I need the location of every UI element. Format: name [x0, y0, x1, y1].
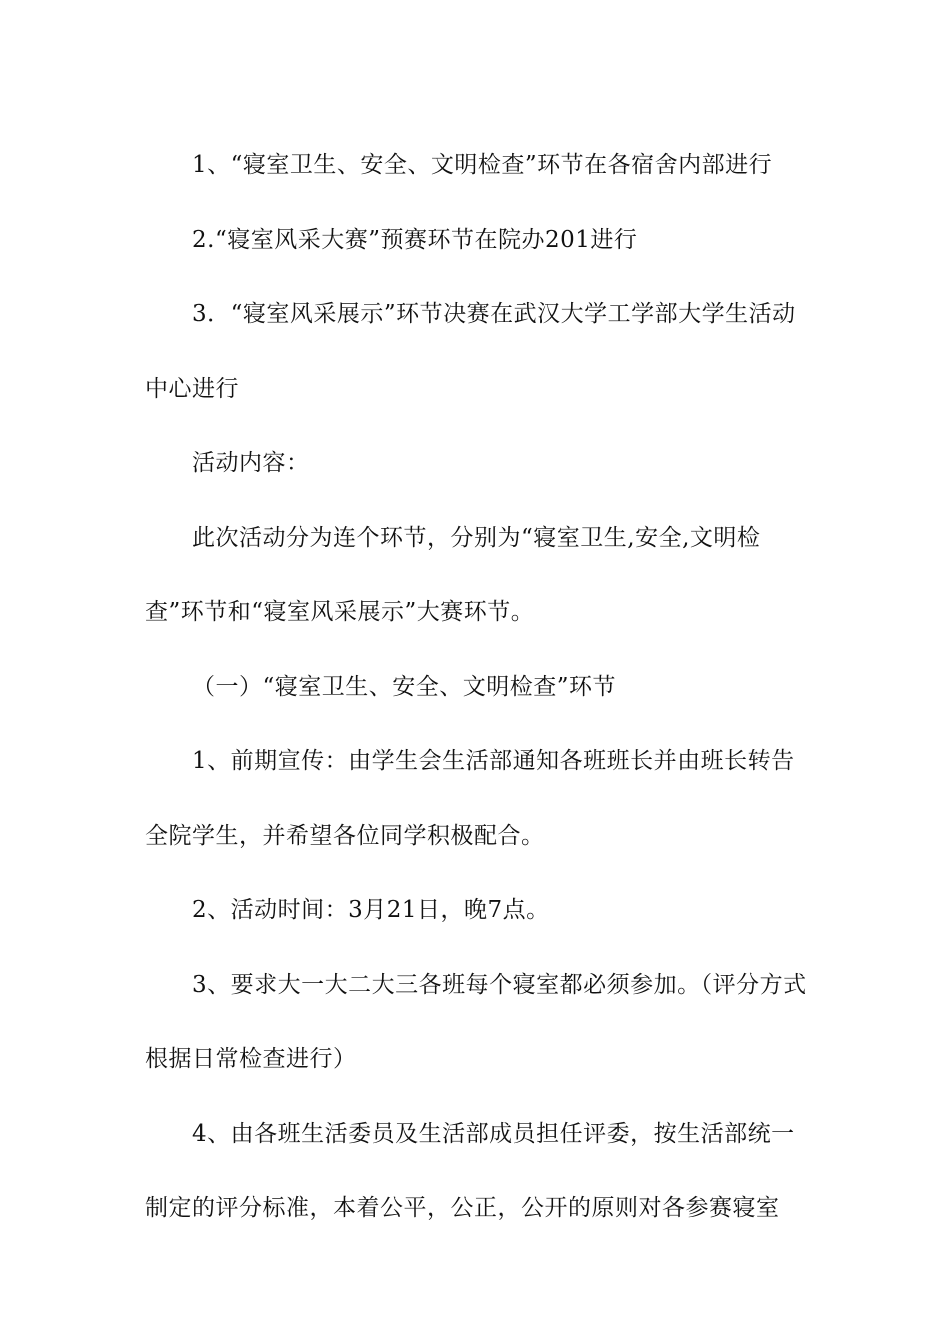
- document-body: [145, 128, 807, 1246]
- section-heading-activity-content: 活动内容：: [192, 450, 310, 476]
- paragraph-publicity: 1、前期宣传：由学生会生活部通知各班班长并由班长转告全院学生，并希望各位同学积极配合。: [145, 748, 795, 849]
- paragraph-requirements: 3、要求大一大二大三各班每个寝室都必须参加。（评分方式根据日常检查进行）: [145, 971, 807, 1072]
- paragraph-location-3: 3．“寝室风采展示”环节决赛在武汉大学工学部大学生活动中心进行: [145, 301, 796, 402]
- subsection-heading-inspection: （一）“寝室卫生、安全、文明检查”环节: [192, 673, 617, 700]
- paragraph-activity-overview: 此次活动分为连个环节，分别为“寝室卫生,安全,文明检查”环节和“寝室风采展示”大赛环节。: [145, 524, 761, 625]
- paragraph-activity-time: 2、活动时间：3月21日，晚7点。: [192, 897, 550, 923]
- paragraph-location-1: 1、“寝室卫生、安全、文明检查”环节在各宿舍内部进行: [192, 152, 773, 178]
- paragraph-location-2: 2.“寝室风采大赛”预赛环节在院办201进行: [192, 226, 638, 253]
- paragraph-judges: 4、由各班生活委员及生活部成员担任评委，按生活部统一制定的评分标准，本着公平，公正，公开的原则对各参赛寝室: [145, 1120, 795, 1221]
